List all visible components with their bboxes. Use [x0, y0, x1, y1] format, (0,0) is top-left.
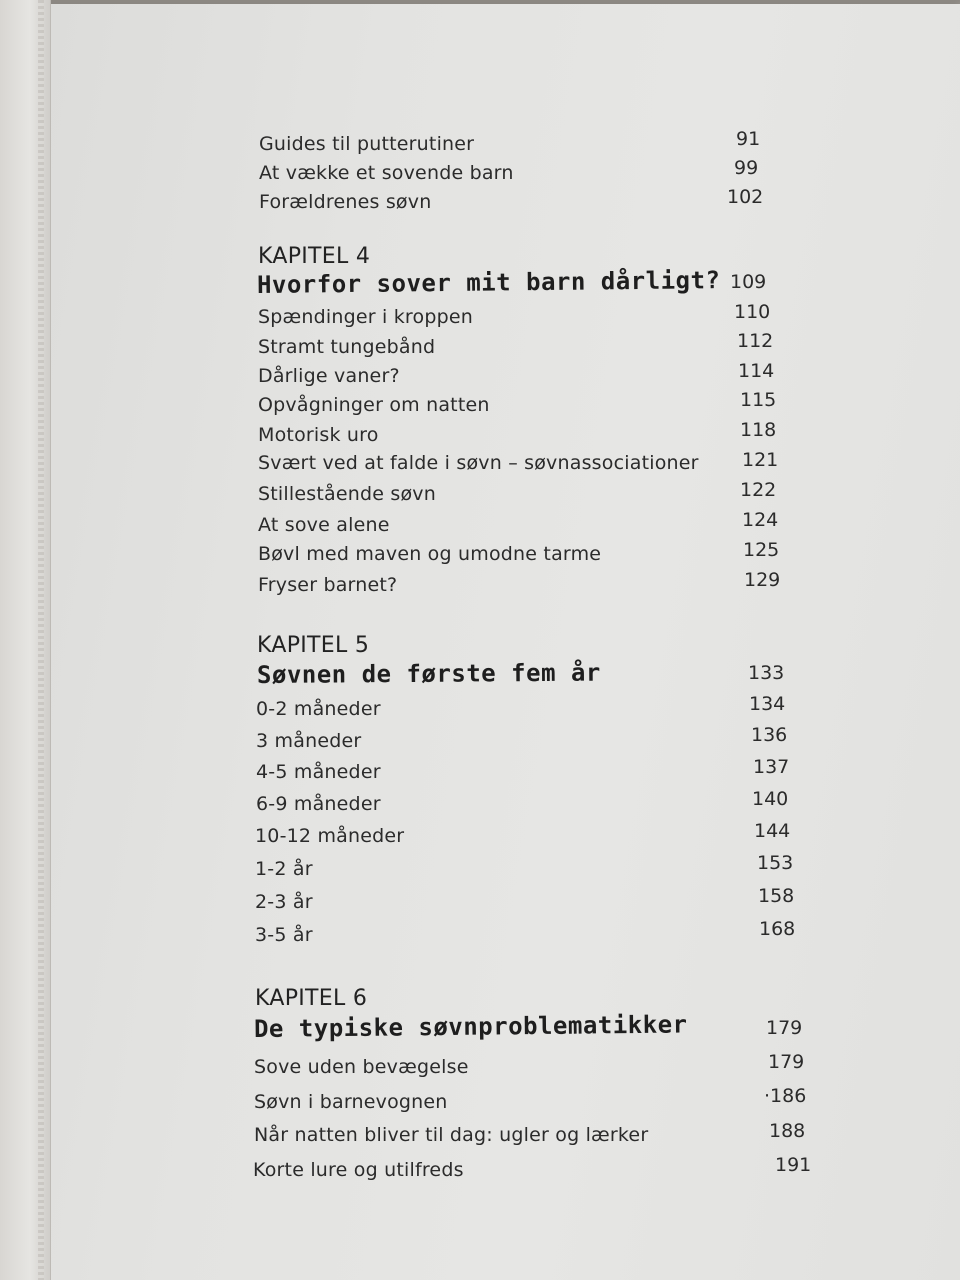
toc-entry-page: 112	[737, 330, 774, 352]
toc-entry-title: Stramt tungebånd	[258, 336, 436, 358]
chapter-heading: De typiske søvnproblematikker	[253, 1010, 688, 1043]
toc-entry-page: 140	[752, 788, 789, 810]
toc-entry-page: 191	[775, 1154, 812, 1176]
toc-entry-title: 10-12 måneder	[255, 825, 405, 847]
toc-entry-title: Forældrenes søvn	[259, 191, 432, 213]
toc-entry-title: Guides til putterutiner	[259, 133, 475, 155]
toc-entry-page: 124	[742, 509, 779, 531]
toc-entry-title: 0-2 måneder	[256, 698, 381, 720]
toc-entry-page: 129	[744, 569, 781, 591]
toc-entry-title: 4-5 måneder	[256, 761, 381, 783]
toc-entry-title: 3-5 år	[255, 924, 313, 946]
chapter-heading-page: 133	[748, 662, 785, 684]
toc-entry-title: Dårlige vaner?	[258, 365, 400, 387]
toc-entry-page: 137	[753, 756, 790, 778]
toc-entry-title: Søvn i barnevognen	[254, 1091, 448, 1113]
toc-entry-title: Opvågninger om natten	[258, 394, 490, 416]
chapter-heading: Søvnen de første fem år	[256, 658, 601, 689]
toc-entry-page: 91	[736, 128, 761, 150]
toc-entry-page: 110	[734, 301, 771, 323]
toc-entry-page: 179	[768, 1051, 805, 1073]
toc-entry-title: Svært ved at falde i søvn – søvnassociationer	[258, 452, 699, 474]
toc-entry-page: 121	[742, 449, 779, 471]
toc-entry-page: 188	[769, 1120, 806, 1142]
toc-entry-title: Fryser barnet?	[258, 574, 398, 596]
toc-entry-page: 134	[749, 693, 786, 715]
toc-entry-page: 118	[740, 419, 777, 441]
chapter-label: KAPITEL 4	[258, 244, 371, 269]
toc-entry-title: 2-3 år	[255, 891, 313, 913]
toc-entry-title: Stillestående søvn	[258, 483, 436, 505]
toc-entry-title: Sove uden bevægelse	[254, 1056, 469, 1078]
toc-entry-page: 122	[740, 479, 777, 501]
toc-entry-page: 102	[727, 186, 764, 208]
chapter-label: KAPITEL 5	[257, 633, 370, 658]
toc-entry-page: ·186	[764, 1085, 807, 1107]
toc-entry-title: 1-2 år	[255, 858, 313, 880]
toc-entry-page: 115	[740, 389, 777, 411]
toc-entry-title: Spændinger i kroppen	[258, 306, 473, 328]
toc-entry-page: 168	[759, 918, 796, 940]
toc-entry-title: At vække et sovende barn	[259, 162, 514, 184]
chapter-label: KAPITEL 6	[255, 986, 368, 1011]
chapter-heading-page: 179	[766, 1017, 803, 1039]
toc-entry-title: Når natten bliver til dag: ugler og lærker	[254, 1124, 649, 1146]
toc-entry-page: 136	[751, 724, 788, 746]
toc-entry-title: At sove alene	[258, 514, 390, 536]
chapter-heading: Hvorfor sover mit barn dårligt?	[256, 266, 721, 299]
chapter-heading-page: 109	[730, 271, 767, 293]
toc-entry-page: 99	[734, 157, 759, 179]
toc-entry-page: 114	[738, 360, 775, 382]
toc-entry-title: Bøvl med maven og umodne tarme	[258, 543, 602, 565]
toc-entry-page: 158	[758, 885, 795, 907]
toc-entry-page: 144	[754, 820, 791, 842]
toc-entry-page: 125	[743, 539, 780, 561]
toc-entry-title: Motorisk uro	[258, 424, 379, 446]
toc-entry-title: 6-9 måneder	[256, 793, 381, 815]
toc-entry-title: 3 måneder	[256, 730, 362, 752]
toc-entry-title: Korte lure og utilfreds	[253, 1159, 464, 1181]
toc-entry-page: 153	[757, 852, 794, 874]
